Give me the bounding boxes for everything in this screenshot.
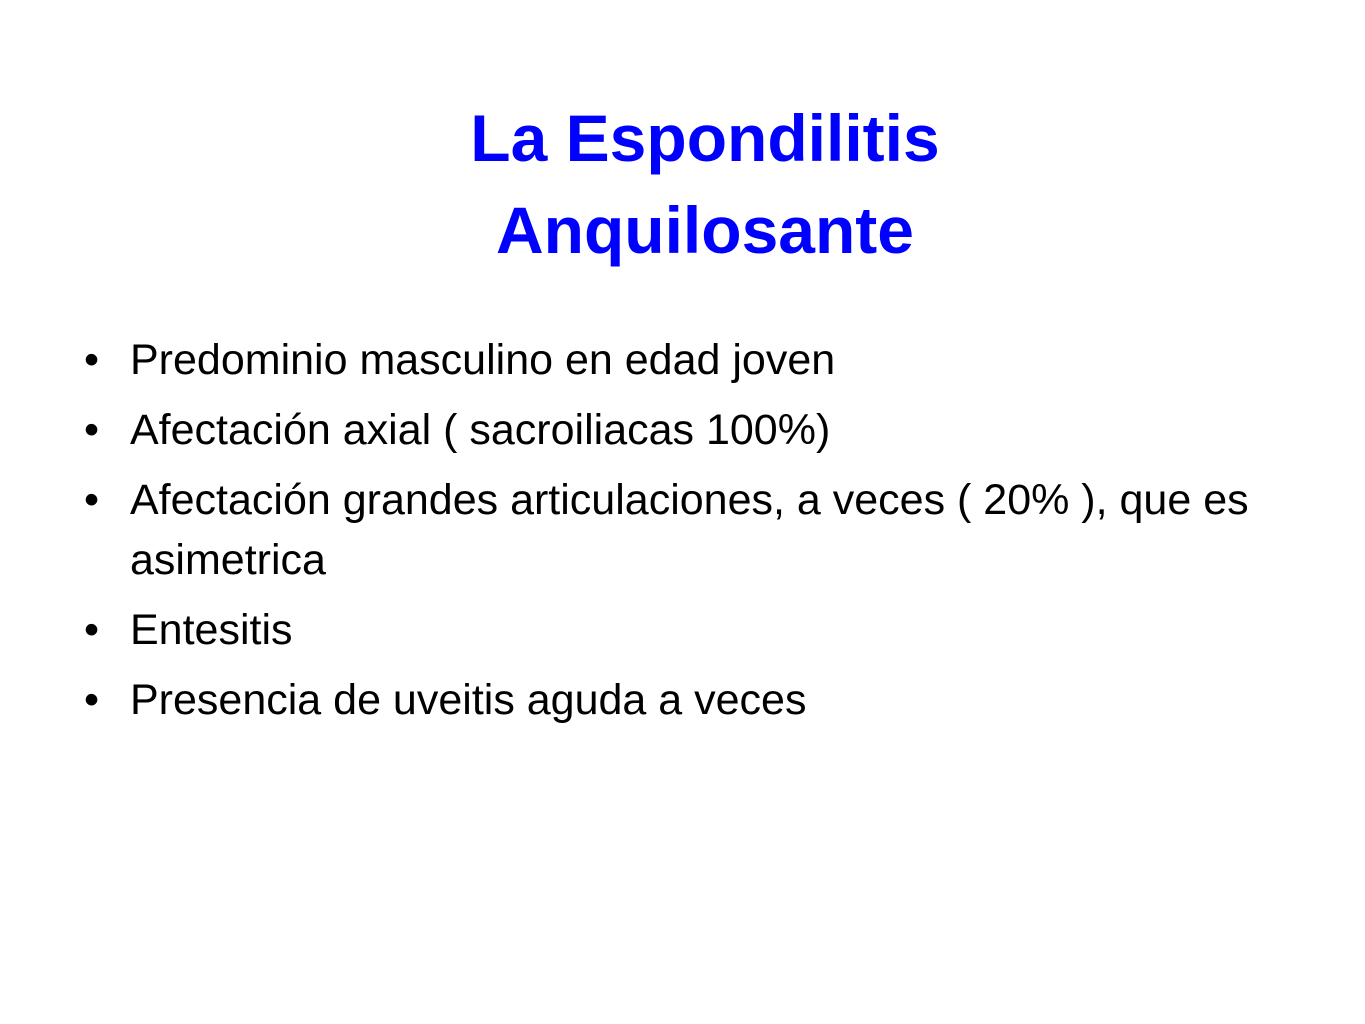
- bullet-dot-icon: •: [84, 606, 100, 654]
- bullet-text: Predominio masculino en edad joven: [130, 336, 836, 384]
- bullet-item: [84, 330, 1314, 390]
- bullet-text: Entesitis: [130, 606, 293, 654]
- bullet-text: Afectación grandes articulaciones, a veces ( 20% ), que es asimetrica: [130, 476, 1249, 584]
- bullet-dot-icon: •: [84, 406, 100, 454]
- bullet-dot-icon: •: [84, 676, 100, 724]
- bullet-text: Afectación axial ( sacroiliacas 100%): [130, 406, 831, 454]
- bullet-item: [84, 600, 1314, 660]
- bullet-item: [84, 470, 1314, 590]
- bullet-list: [84, 330, 1314, 740]
- title-line-2: Anquilosante: [495, 193, 914, 267]
- title-line-1: La Espondilitis: [470, 101, 940, 175]
- bullet-item: [84, 400, 1314, 460]
- bullet-dot-icon: •: [84, 476, 100, 524]
- bullet-text: Presencia de uveitis aguda a veces: [130, 676, 807, 724]
- bullet-item: [84, 670, 1314, 730]
- slide-title: [300, 92, 1110, 276]
- bullet-dot-icon: •: [84, 336, 100, 384]
